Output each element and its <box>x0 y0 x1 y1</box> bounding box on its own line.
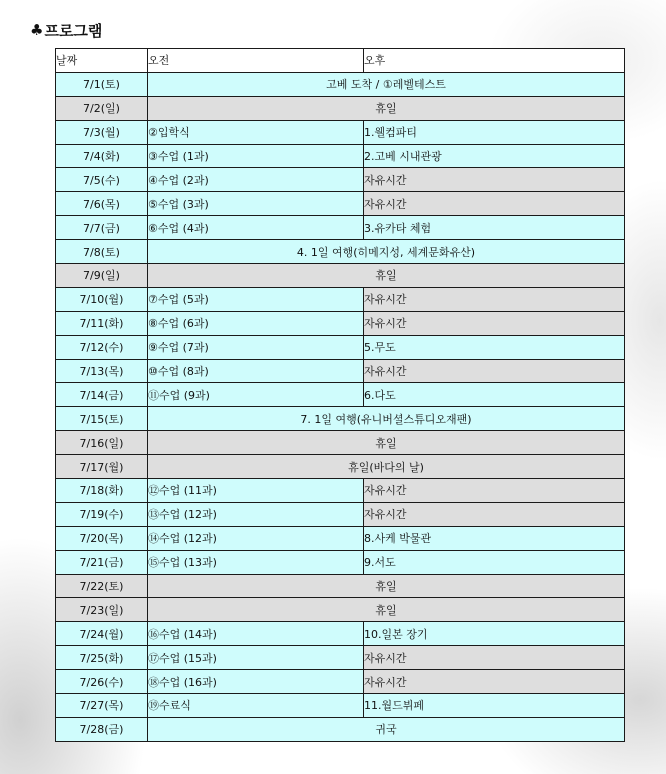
afternoon-cell: 11.월드뷔페 <box>364 694 625 718</box>
table-row <box>56 335 625 359</box>
date-cell: 7/2(일) <box>56 96 148 120</box>
morning-cell: ⑪수업 (9과) <box>148 383 364 407</box>
table-row <box>56 526 625 550</box>
afternoon-cell: 자유시간 <box>364 311 625 335</box>
morning-cell: ⑲수료식 <box>148 694 364 718</box>
morning-cell: ④수업 (2과) <box>148 168 364 192</box>
date-cell: 7/27(목) <box>56 694 148 718</box>
full-day-cell: 고베 도착 / ①레벨테스트 <box>148 72 625 96</box>
afternoon-cell: 1.웰컴파티 <box>364 120 625 144</box>
page-title-text: 프로그램 <box>44 21 103 40</box>
table-row <box>56 144 625 168</box>
date-cell: 7/21(금) <box>56 550 148 574</box>
date-cell: 7/6(목) <box>56 192 148 216</box>
table-row <box>56 550 625 574</box>
date-cell: 7/17(월) <box>56 455 148 479</box>
table-row <box>56 670 625 694</box>
morning-cell: ⑯수업 (14과) <box>148 622 364 646</box>
afternoon-cell: 6.다도 <box>364 383 625 407</box>
table-row <box>56 287 625 311</box>
table-row <box>56 264 625 288</box>
table-row <box>56 598 625 622</box>
date-cell: 7/8(토) <box>56 240 148 264</box>
full-day-cell: 휴일 <box>148 598 625 622</box>
afternoon-cell: 3.유카타 체험 <box>364 216 625 240</box>
date-cell: 7/5(수) <box>56 168 148 192</box>
table-row <box>56 622 625 646</box>
date-cell: 7/18(화) <box>56 479 148 503</box>
afternoon-cell: 자유시간 <box>364 168 625 192</box>
date-cell: 7/7(금) <box>56 216 148 240</box>
full-day-cell: 휴일 <box>148 574 625 598</box>
table-row <box>56 120 625 144</box>
afternoon-cell: 자유시간 <box>364 479 625 503</box>
full-day-cell: 휴일(바다의 날) <box>148 455 625 479</box>
date-cell: 7/10(월) <box>56 287 148 311</box>
full-day-cell: 7. 1일 여행(유니버셜스튜디오재팬) <box>148 407 625 431</box>
afternoon-cell: 자유시간 <box>364 502 625 526</box>
table-row <box>56 574 625 598</box>
club-suit-icon: ♣ <box>30 21 44 39</box>
table-header-row <box>56 49 625 73</box>
table-row <box>56 168 625 192</box>
morning-cell: ⑧수업 (6과) <box>148 311 364 335</box>
afternoon-cell: 10.일본 장기 <box>364 622 625 646</box>
morning-cell: ⑨수업 (7과) <box>148 335 364 359</box>
morning-cell: ⑰수업 (15과) <box>148 646 364 670</box>
date-cell: 7/12(수) <box>56 335 148 359</box>
table-row <box>56 502 625 526</box>
date-cell: 7/26(수) <box>56 670 148 694</box>
morning-cell: ⑬수업 (12과) <box>148 502 364 526</box>
table-row <box>56 694 625 718</box>
full-day-cell: 휴일 <box>148 264 625 288</box>
date-cell: 7/16(일) <box>56 431 148 455</box>
date-cell: 7/1(토) <box>56 72 148 96</box>
table-row <box>56 646 625 670</box>
program-schedule-table <box>55 48 625 742</box>
afternoon-cell: 자유시간 <box>364 646 625 670</box>
date-cell: 7/22(토) <box>56 574 148 598</box>
date-cell: 7/4(화) <box>56 144 148 168</box>
morning-cell: ③수업 (1과) <box>148 144 364 168</box>
table-row <box>56 359 625 383</box>
date-cell: 7/13(목) <box>56 359 148 383</box>
page-title <box>30 20 102 40</box>
afternoon-cell: 5.무도 <box>364 335 625 359</box>
table-row <box>56 431 625 455</box>
morning-cell: ⑥수업 (4과) <box>148 216 364 240</box>
date-cell: 7/19(수) <box>56 502 148 526</box>
table-row <box>56 383 625 407</box>
header-date: 날짜 <box>56 49 148 73</box>
table-row <box>56 96 625 120</box>
date-cell: 7/9(일) <box>56 264 148 288</box>
morning-cell: ②입학식 <box>148 120 364 144</box>
full-day-cell: 귀국 <box>148 717 625 741</box>
date-cell: 7/28(금) <box>56 717 148 741</box>
morning-cell: ⑱수업 (16과) <box>148 670 364 694</box>
afternoon-cell: 자유시간 <box>364 192 625 216</box>
morning-cell: ⑮수업 (13과) <box>148 550 364 574</box>
table-row <box>56 216 625 240</box>
afternoon-cell: 8.사케 박물관 <box>364 526 625 550</box>
date-cell: 7/20(목) <box>56 526 148 550</box>
table-row <box>56 407 625 431</box>
morning-cell: ⑩수업 (8과) <box>148 359 364 383</box>
morning-cell: ⑫수업 (11과) <box>148 479 364 503</box>
date-cell: 7/11(화) <box>56 311 148 335</box>
full-day-cell: 4. 1일 여행(히메지성, 세계문화유산) <box>148 240 625 264</box>
afternoon-cell: 자유시간 <box>364 670 625 694</box>
header-am: 오전 <box>148 49 364 73</box>
morning-cell: ⑭수업 (12과) <box>148 526 364 550</box>
afternoon-cell: 자유시간 <box>364 359 625 383</box>
date-cell: 7/3(월) <box>56 120 148 144</box>
date-cell: 7/25(화) <box>56 646 148 670</box>
table-row <box>56 192 625 216</box>
date-cell: 7/23(일) <box>56 598 148 622</box>
morning-cell: ⑤수업 (3과) <box>148 192 364 216</box>
afternoon-cell: 2.고베 시내관광 <box>364 144 625 168</box>
date-cell: 7/24(월) <box>56 622 148 646</box>
table-row <box>56 240 625 264</box>
afternoon-cell: 9.서도 <box>364 550 625 574</box>
table-row <box>56 311 625 335</box>
afternoon-cell: 자유시간 <box>364 287 625 311</box>
table-row <box>56 479 625 503</box>
full-day-cell: 휴일 <box>148 96 625 120</box>
table-row <box>56 72 625 96</box>
header-pm: 오후 <box>364 49 625 73</box>
morning-cell: ⑦수업 (5과) <box>148 287 364 311</box>
table-row <box>56 717 625 741</box>
table-row <box>56 455 625 479</box>
full-day-cell: 휴일 <box>148 431 625 455</box>
date-cell: 7/15(토) <box>56 407 148 431</box>
date-cell: 7/14(금) <box>56 383 148 407</box>
